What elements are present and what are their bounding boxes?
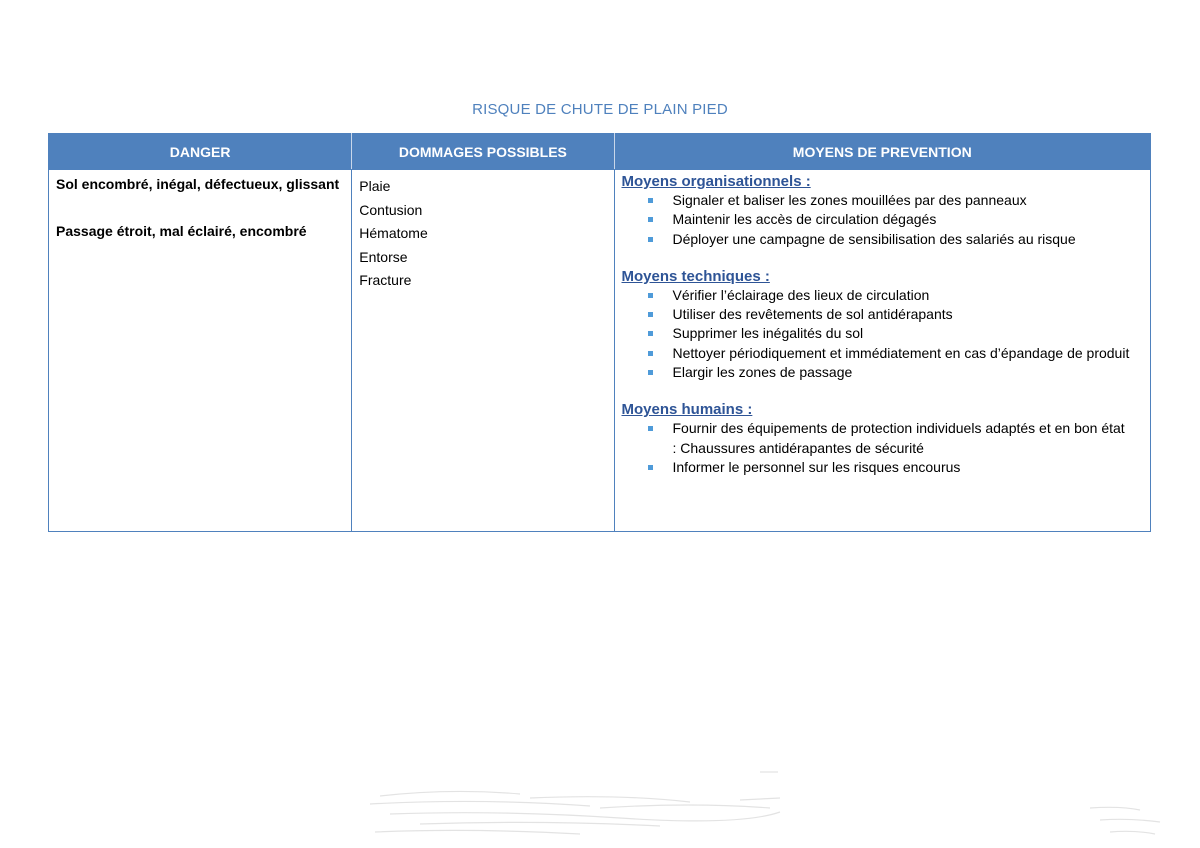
square-bullet-icon xyxy=(648,426,653,431)
table-row xyxy=(49,170,1151,532)
list-item-text: Elargir les zones de passage xyxy=(672,364,853,381)
header-dommages: DOMMAGES POSSIBLES xyxy=(352,134,614,170)
dommage-item: Hématome xyxy=(359,225,428,241)
dommage-item: Entorse xyxy=(359,248,408,265)
section-heading: Moyens humains : xyxy=(621,401,753,419)
prevention-section-techniques xyxy=(622,268,1151,382)
list-item xyxy=(622,458,1151,477)
list-item xyxy=(622,363,1151,382)
dommage-item: Fracture xyxy=(359,272,412,288)
bullet-list xyxy=(622,191,1151,249)
square-bullet-icon xyxy=(648,237,653,242)
scan-artifact-lines xyxy=(360,768,1180,848)
risk-table xyxy=(48,133,1151,532)
dommage-item: Contusion xyxy=(359,201,423,218)
bullet-list xyxy=(622,286,1151,382)
list-item xyxy=(622,324,1151,343)
header-danger: DANGER xyxy=(49,134,352,170)
list-item-text: Signaler et baliser les zones mouillées par des panneaux xyxy=(672,192,1027,208)
list-item-text: Fournir des équipements de protection individuels adaptés et en bon état : Chaussures antidérapantes de sécurité xyxy=(672,420,1125,456)
square-bullet-icon xyxy=(648,370,653,375)
square-bullet-icon xyxy=(648,198,653,203)
list-item xyxy=(622,419,1151,458)
prevention-cell xyxy=(614,170,1151,532)
list-item xyxy=(622,344,1151,363)
list-item-text: Déployer une campagne de sensibilisation des salariés au risque xyxy=(672,230,1076,247)
list-item xyxy=(622,230,1151,249)
list-item-text: Vérifier l’éclairage des lieux de circulation xyxy=(672,286,930,303)
square-bullet-icon xyxy=(648,312,653,317)
square-bullet-icon xyxy=(648,351,653,356)
section-heading: Moyens organisationnels : xyxy=(621,173,811,190)
prevention-section-organisationnels xyxy=(622,173,1151,249)
prevention-section-humains xyxy=(622,401,1151,477)
danger-cell xyxy=(49,170,352,532)
bullet-list xyxy=(622,419,1151,477)
square-bullet-icon xyxy=(648,217,653,222)
square-bullet-icon xyxy=(648,331,653,336)
danger-item: Passage étroit, mal éclairé, encombré xyxy=(56,223,307,239)
header-prevention: MOYENS DE PREVENTION xyxy=(614,134,1151,170)
list-item-text: Supprimer les inégalités du sol xyxy=(672,325,864,342)
dommage-item: Plaie xyxy=(359,178,391,194)
table-header-row xyxy=(49,134,1151,170)
list-item-text: Utiliser des revêtements de sol antidérapants xyxy=(672,306,953,323)
square-bullet-icon xyxy=(648,293,653,298)
dommages-cell xyxy=(352,170,614,532)
square-bullet-icon xyxy=(648,465,653,470)
page-title: RISQUE DE CHUTE DE PLAIN PIED xyxy=(472,101,728,118)
list-item-text: Informer le personnel sur les risques encourus xyxy=(672,458,961,475)
list-item xyxy=(622,210,1151,229)
danger-item: Sol encombré, inégal, défectueux, glissant xyxy=(56,176,340,192)
list-item xyxy=(622,191,1151,210)
list-item-text: Maintenir les accès de circulation dégagés xyxy=(672,211,937,228)
list-item xyxy=(622,286,1151,305)
section-heading: Moyens techniques : xyxy=(621,267,770,285)
list-item-text: Nettoyer périodiquement et immédiatement en cas d’épandage de produit xyxy=(672,344,1130,361)
list-item xyxy=(622,305,1151,324)
